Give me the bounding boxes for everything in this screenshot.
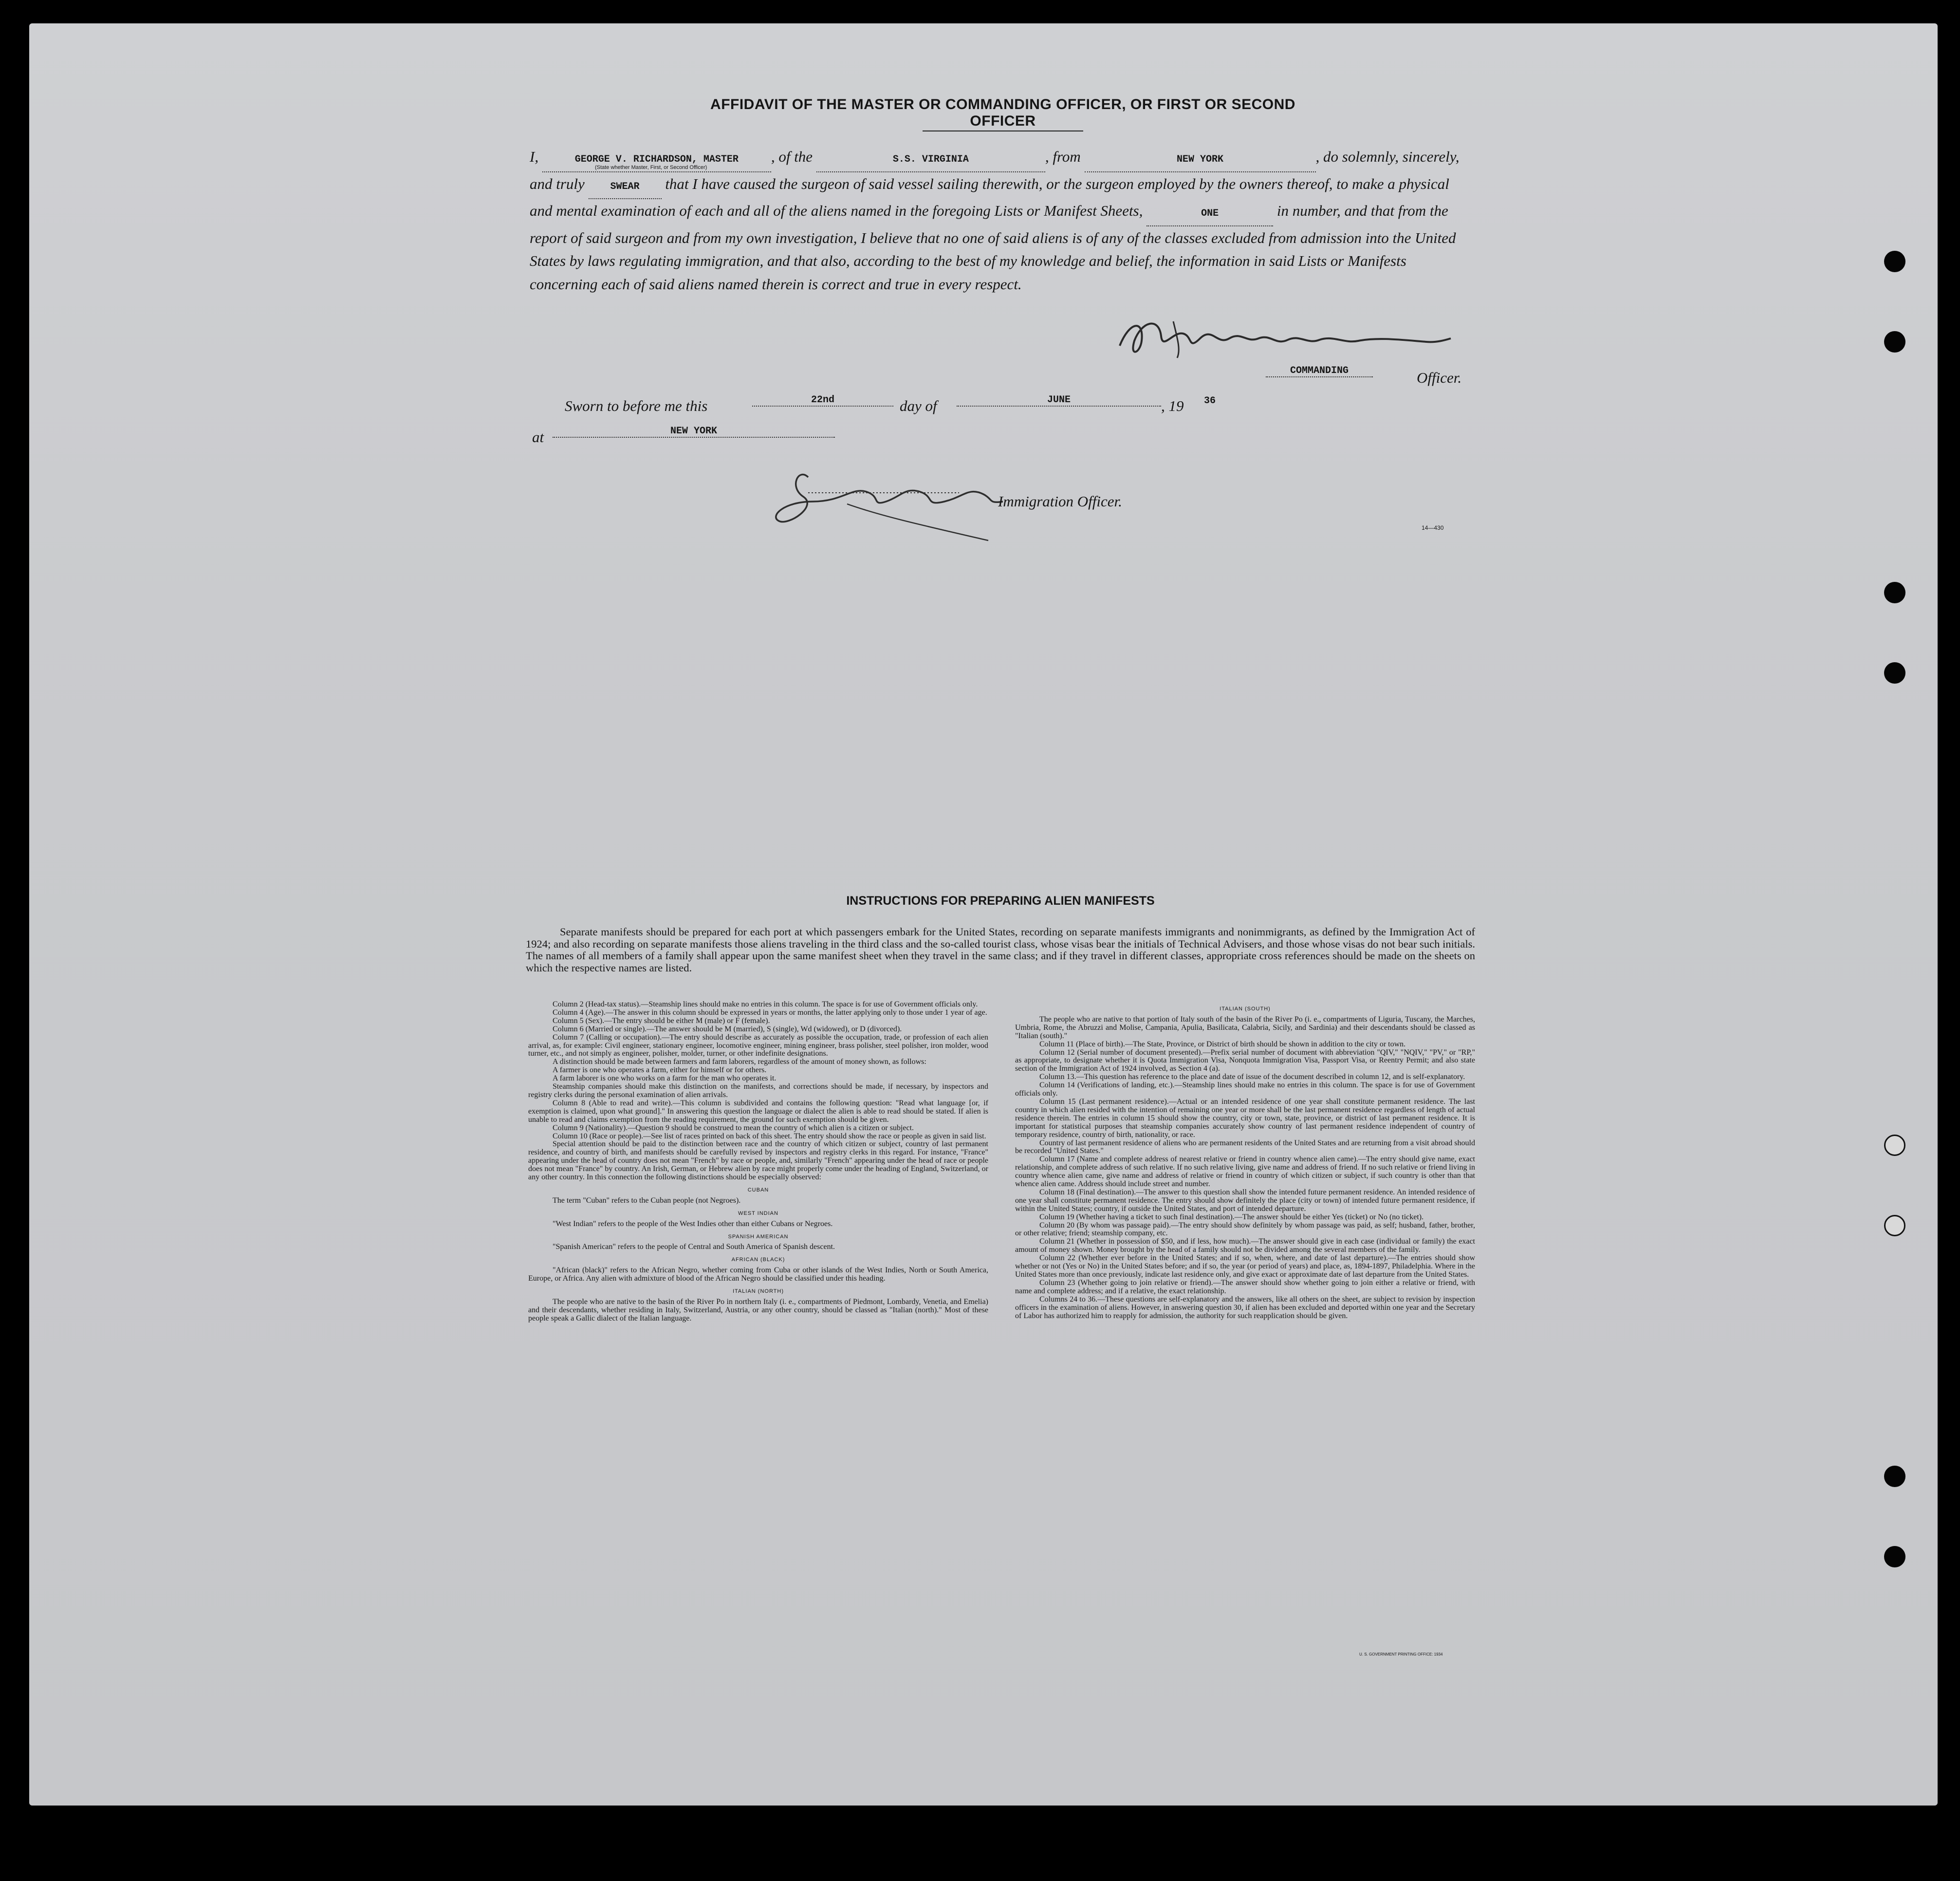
section-heading: ITALIAN (NORTH)	[732, 1288, 784, 1295]
instruction-paragraph: "African (black)" refers to the African Negro, whether coming from Cuba or other islands of the West Indies, North or South America, Europe, or Africa. Any alien with admixture of blood of the African Negro should be classified under this heading.	[528, 1266, 988, 1283]
printer-mark: U. S. GOVERNMENT PRINTING OFFICE: 1934	[1359, 1652, 1443, 1657]
binder-hole	[1884, 582, 1905, 603]
master-signature	[1115, 312, 1456, 365]
immigration-officer-signature	[759, 458, 1032, 545]
immigration-officer-label: Immigration Officer.	[998, 493, 1122, 510]
instruction-paragraph: Column 21 (Whether in possession of $50, and if less, how much).—The answer should give in each case (individual or family) the exact amount of money shown. Money brought by the head of a family should not be divided among the several members of the family.	[1015, 1237, 1475, 1254]
instruction-paragraph: A farmer is one who operates a farm, either for himself or for others.	[553, 1066, 767, 1075]
instructions-intro: Separate manifests should be prepared for each port at which passengers embark for the United States, recording on separate manifests immigrants and nonimmigrants, as defined by the Immigration Act of 1924; and also recording on separate manifests those aliens traveling in the third class and the so-called tourist class, whose visas bear the initials of Technical Advisers, and those whose visas do not bear such initials. The names of all members of a family shall appear upon the same manifest sheet when they travel in the same class; and if they travel in different classes, appropriate cross references should be made on the sheets on which the respective names are listed.	[526, 926, 1475, 974]
instruction-paragraph: Column 5 (Sex).—The entry should be either M (male) or F (female).	[553, 1016, 770, 1025]
instruction-paragraph: Column 4 (Age).—The answer in this column should be expressed in years or months, the latter applying only to those under 1 year of age.	[553, 1008, 987, 1017]
instruction-paragraph: Column 7 (Calling or occupation).—The entry should describe as accurately as possible the occupation, trade, or profession of each alien arrival, as, for example: Civil engineer, stationary engineer, locomotive engineer, mining engineer, brass polisher, steel polisher, iron molder, wood turner, etc., and not simply as engineer, polisher, molder, turner, or other indefinite designations.	[528, 1033, 988, 1058]
instruction-paragraph: Column 18 (Final destination).—The answer to this question shall show the intended future permanent residence. An intended residence of one year shall constitute permanent residence. The entry should show definitely the place (city or town) of intended future permanent residence, if within the United States; country, if outside the United States, and port of intended departure.	[1015, 1188, 1475, 1213]
at-label: at	[532, 428, 544, 446]
binder-hole	[1884, 251, 1905, 272]
instruction-paragraph: Column 23 (Whether going to join relative or friend).—The answer should show whether going to join either a relative or friend, with name and complete address; and if a relative, the exact relationship.	[1015, 1278, 1475, 1295]
section-heading: CUBAN	[747, 1187, 769, 1193]
vessel-name-field: S.S. VIRGINIA	[816, 148, 1045, 172]
from-label: , from	[1045, 148, 1081, 165]
instruction-paragraph: Column 10 (Race or people).—See list of races printed on back of this sheet. The entry should show the race or people as given in said list.	[553, 1132, 986, 1140]
instruction-paragraph: Steamship companies should make this distinction on the manifests, and corrections should be made, if necessary, by inspectors and registry clerks during the personal examination of alien arrivals.	[528, 1082, 988, 1099]
instruction-paragraph: Column 13.—This question has reference to the place and date of issue of the document described in column 12, and is self-explanatory.	[1039, 1073, 1465, 1081]
officer-name-field: GEORGE V. RICHARDSON, MASTER	[542, 148, 771, 172]
instruction-paragraph: Column 17 (Name and complete address of nearest relative or friend in country whence alien came).—The entry should give name, exact relationship, and complete address of such relative. If no such relative living, give name and address of friend. If no such relative or friend living in country whence alien came, give name and address of relative or friend in country of which citizen or subject, if such country is other than that whence alien came. Address should include street and number.	[1015, 1155, 1475, 1189]
statement-part-2: that I have caused the surgeon of said vessel sailing therewith, or the surgeon employed by the owners thereof, to make a physical and mental examination of each and all of the aliens named in the foregoing Lists or Manifest Sheets,	[530, 175, 1449, 219]
section-heading: AFRICAN (BLACK)	[731, 1257, 785, 1263]
officer-rank-field: COMMANDING	[1266, 365, 1373, 377]
instruction-paragraph: Column 14 (Verifications of landing, etc.).—Steamship lines should make no entries in this column. The space is for use of Government officials only.	[1015, 1081, 1475, 1098]
form-number: 14—430	[1422, 524, 1444, 531]
year-field: 36	[1203, 395, 1216, 407]
sworn-label: Sworn to before me this	[565, 397, 708, 414]
i-label: I,	[530, 148, 539, 165]
sworn-month-field: JUNE	[957, 394, 1161, 407]
section-heading: WEST INDIAN	[738, 1210, 778, 1216]
instruction-paragraph: Column 2 (Head-tax status).—Steamship lines should make no entries in this column. The space is for use of Government officials only.	[553, 1000, 978, 1008]
section-heading: SPANISH AMERICAN	[728, 1233, 789, 1240]
departure-port-field: NEW YORK	[1085, 148, 1316, 172]
instruction-paragraph: Column 15 (Last permanent residence).—Actual or an intended residence of one year shall constitute permanent residence. The last country in which alien resided with the intention of remaining one year or more shall be the last permanent residence regardless of length of actual residence therein. The entries in column 15 should show the country, city or town, state, province, or district of last permanent residence. It is important for statistical purposes that steamship companies accurately show country of last permanent residence independent of country of temporary residence, country of birth, nationality, or race.	[1015, 1097, 1475, 1139]
binder-hole	[1884, 1466, 1905, 1487]
sworn-day-field: 22nd	[752, 394, 893, 407]
of-the-label: , of the	[771, 148, 813, 165]
instruction-paragraph: The people who are native to that portion of Italy south of the basin of the River Po (i. e., compartments of Liguria, Tuscany, the Marches, Umbria, Rome, the Abruzzi and Molise, Campania, Apulia, Basilicata, Calabria, Sicily, and Sardinia) and their descendants should be classed as "Italian (south)."	[1015, 1015, 1475, 1040]
instruction-paragraph: Column 6 (Married or single).—The answer should be M (married), S (single), Wd (widowed), or D (divorced).	[553, 1024, 902, 1033]
section-heading: ITALIAN (SOUTH)	[1220, 1006, 1271, 1012]
instruction-paragraph: Country of last permanent residence of aliens who are permanent residents of the United States and are returning from a visit abroad should be recorded "United States."	[1015, 1138, 1475, 1155]
instructions-right-column	[1015, 1001, 1475, 1320]
officer-rank-note: (State whether Master, First, or Second Officer)	[595, 165, 707, 170]
instruction-paragraph: The term "Cuban" refers to the Cuban people (not Negroes).	[553, 1196, 741, 1205]
alien-count-field: ONE	[1146, 202, 1273, 226]
instruction-paragraph: Column 9 (Nationality).—Question 9 should be construed to mean the country of which alien is a citizen or subject.	[553, 1123, 914, 1132]
instruction-paragraph: A distinction should be made between farmers and farm laborers, regardless of the amount of money shown, as follows:	[553, 1058, 926, 1066]
instruction-paragraph: Column 8 (Able to read and write).—This column is subdivided and contains the following question: "Read what language [or, if exemption is claimed, upon what ground]." In answering this question the language or dialect the alien is able to read should be stated. If alien is unable to read and claims exemption from the reading requirement, the ground for such exemption should be given.	[528, 1099, 988, 1124]
instruction-paragraph: "Spanish American" refers to the people of Central and South America of Spanish descent.	[553, 1243, 835, 1251]
instruction-paragraph: Column 11 (Place of birth).—The State, Province, or District of birth should be shown in addition to the city or town.	[1039, 1040, 1406, 1048]
instructions-title: INSTRUCTIONS FOR PREPARING ALIEN MANIFESTS	[846, 894, 1155, 908]
instruction-paragraph: Column 22 (Whether ever before in the United States; and if so, when, where, and date of last departure).—The entries should show whether or not (Yes or No) in the United States before; and if so, the year (or period of years) and place, as, 1894-1897, Philadelphia. Where in the United States more than once previously, indicate last residence only, and give exact or approximate date of last departure from the United States.	[1015, 1254, 1475, 1279]
statement-part-1: , do solemnly, sincerely, and truly	[530, 148, 1460, 192]
binder-hole	[1884, 1546, 1905, 1567]
officer-label: Officer.	[1417, 369, 1462, 386]
binder-hole	[1884, 662, 1905, 684]
binder-hole	[1884, 1135, 1905, 1156]
instruction-paragraph: A farm laborer is one who works on a farm for the man who operates it.	[553, 1074, 777, 1083]
day-of-label: day of	[900, 397, 937, 414]
affidavit-title: AFFIDAVIT OF THE MASTER OR COMMANDING OFFICER, OR FIRST OR SECOND OFFICER	[710, 96, 1295, 129]
instruction-paragraph: Column 12 (Serial number of document presented).—Prefix serial number of document with abbreviation "QIV," "NQIV," "PV," or "RP," as appropriate, to designate whether it is Quota Immigration Visa, Nonquota Immigration Visa, Passport Visa, or Reentry Permit; and also state section of the Immigration Act of 1924 involved, as Section 4 (a).	[1015, 1048, 1475, 1073]
instructions-left-column	[528, 1001, 988, 1323]
title-divider	[923, 130, 1083, 131]
binder-hole	[1884, 1215, 1905, 1236]
oath-type-field: SWEAR	[589, 175, 662, 200]
instruction-paragraph: Special attention should be paid to the distinction between race and the country of which citizen or subject, country of last permanent residence, and country of birth, and manifests should be carefully revised by inspectors and registry clerks in this regard. For instance, "France" appearing under the head of country does not mean "French" by race or people, and, similarly "French" appearing under the head of race or people does not mean "France" by country. An Irish, German, or Hebrew alien by race might properly come under the heading of England, Switzerland, or any other country. In this connection the following distinctions should be especially observed:	[528, 1140, 988, 1182]
binder-hole	[1884, 331, 1905, 353]
sworn-place-field: NEW YORK	[553, 426, 835, 438]
instruction-paragraph: Column 19 (Whether having a ticket to such final destination).—The answer should be either Yes (ticket) or No (no ticket).	[1039, 1212, 1424, 1221]
instruction-paragraph: Column 20 (By whom was passage paid).—The entry should show definitely by whom passage was paid, as self; husband, father, brother, or other relative; friend; steamship company, etc.	[1015, 1221, 1475, 1238]
year-prefix: , 19	[1161, 397, 1184, 414]
instruction-paragraph: Columns 24 to 36.—These questions are self-explanatory and the answers, like all others on the sheet, are subject to revision by inspection officers in the examination of aliens. However, in answering question 30, if alien has been excluded and deported within one year and the Secretary of Labor has authorized him to reapply for admission, the authority for such reapplication should be given.	[1015, 1295, 1475, 1320]
instruction-paragraph: The people who are native to the basin of the River Po in northern Italy (i. e., compartments of Piedmont, Lombardy, Venetia, and Emelia) and their descendants, whether residing in Italy, Switzerland, Austria, or any other country, should be classed as "Italian (north)." Most of these people speak a Gallic dialect of the Italian language.	[528, 1298, 988, 1322]
instruction-paragraph: "West Indian" refers to the people of the West Indies other than either Cubans or Negroes.	[553, 1219, 833, 1228]
statement-part-3: in number, and that from the report of said surgeon and from my own investigation, I believe that no one of said aliens is of any of the classes excluded from admission into the United States by laws regulating immigration, and that also, according to the best of my knowledge and belief, the information in said Lists or Manifests concerning each of said aliens named therein is correct and true in every respect.	[530, 202, 1456, 293]
